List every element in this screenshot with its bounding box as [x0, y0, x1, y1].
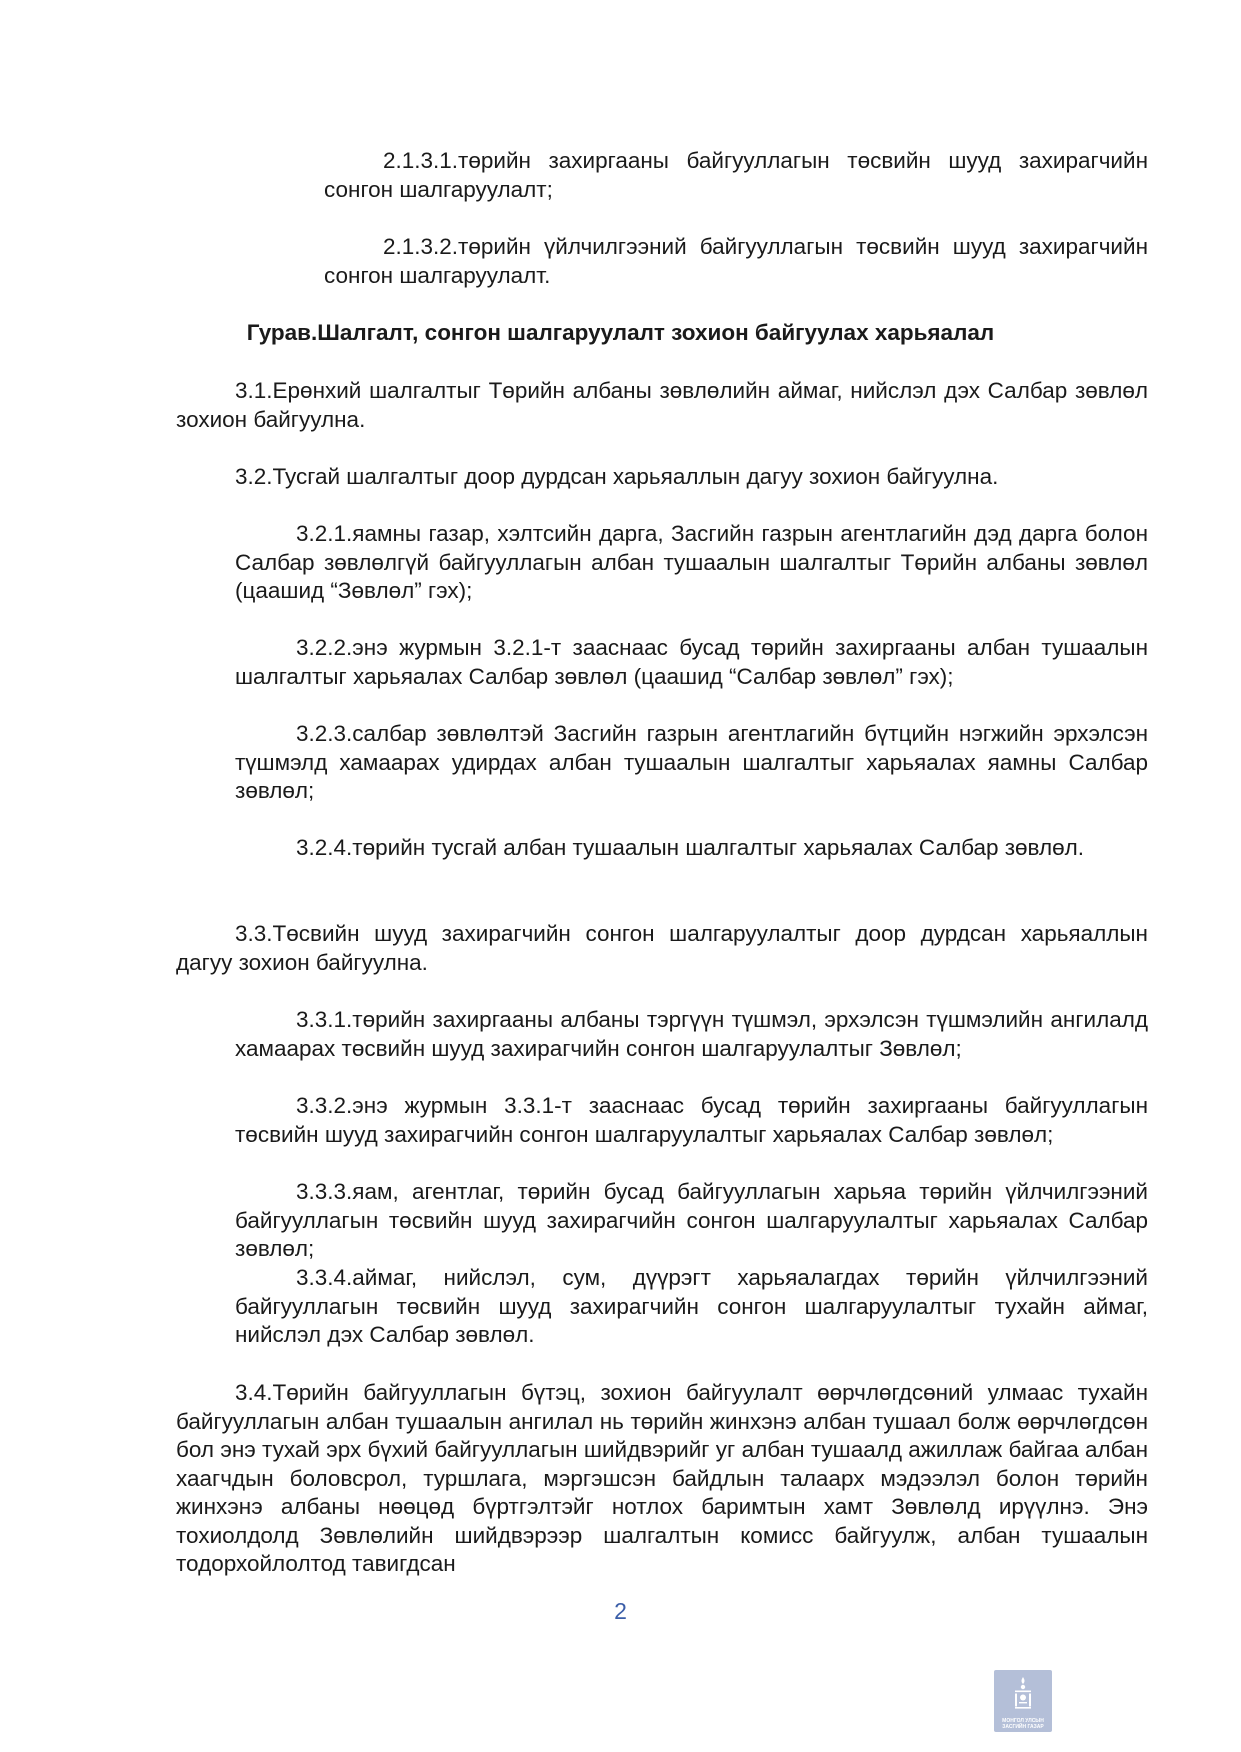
- page-number: 2: [614, 1598, 627, 1624]
- paragraph-3-2-4: 3.2.4.төрийн тусгай албан тушаалын шалгалтыг харьяалах Салбар зөвлөл.: [296, 835, 1085, 860]
- paragraph-3-2-3: 3.2.3.салбар зөвлөлтэй Засгийн газрын агентлагийн бүтцийн нэгжийн эрхэлсэн түшмэлд хамаарах удирдах албан тушаалын шалгалтыг харьяалах яамны Салбар зөвлөл;: [235, 721, 1148, 803]
- government-logo: [994, 1670, 1052, 1732]
- paragraph-3-3-1: 3.3.1.төрийн захиргааны албаны тэргүүн түшмэл, эрхэлсэн түшмэлийн ангилалд хамаарах төсвийн шууд захирагчийн сонгон шалгаруулалтыг Зөвлөл;: [235, 1007, 1148, 1061]
- paragraph-3-3: 3.3.Төсвийн шууд захирагчийн сонгон шалгаруулалтыг доор дурдсан харьяаллын дагуу зохион байгуулна.: [176, 921, 1148, 975]
- logo-text-line1: МОНГОЛ УЛСЫН: [1002, 1718, 1044, 1724]
- paragraph-2-1-3-1: 2.1.3.1.төрийн захиргааны байгууллагын төсвийн шууд захирагчийн сонгон шалгаруулалт;: [324, 148, 1148, 202]
- paragraph-3-3-3: 3.3.3.яам, агентлаг, төрийн бусад байгууллагын харьяа төрийн үйлчилгээний байгууллагын төсвийн шууд захирагчийн сонгон шалгаруулалтыг харьяалах Салбар зөвлөл;: [235, 1179, 1148, 1261]
- soyombo-emblem-icon: [1011, 1676, 1035, 1710]
- paragraph-3-3-4: 3.3.4.аймаг, нийслэл, сум, дүүрэгт харьяалагдах төрийн үйлчилгээний байгууллагын төсвийн шууд захирагчийн сонгон шалгаруулалтыг тухайн аймаг, нийслэл дэх Салбар зөвлөл.: [235, 1265, 1148, 1347]
- logo-text-line2: ЗАСГИЙН ГАЗАР: [1002, 1724, 1044, 1730]
- paragraph-3-2-2: 3.2.2.энэ журмын 3.2.1-т зааснаас бусад төрийн захиргааны албан тушаалын шалгалтыг харьяалах Салбар зөвлөл (цаашид “Салбар зөвлөл” гэх);: [235, 635, 1148, 689]
- section-heading: Гурав.Шалгалт, сонгон шалгаруулалт зохион байгуулах харьяалал: [246, 320, 995, 345]
- paragraph-3-2: 3.2.Тусгай шалгалтыг доор дурдсан харьяаллын дагуу зохион байгуулна.: [235, 464, 999, 489]
- paragraph-3-4: 3.4.Төрийн байгууллагын бүтэц, зохион байгуулалт өөрчлөгдсөний улмаас тухайн байгууллагын албан тушаалын ангилал нь төрийн жинхэнэ албан тушаал болж өөрчлөгдсөн бол энэ тухай эрх бүхий байгууллагын шийдвэрийг уг албан тушаалд ажиллаж байгаа албан хаагчдын боловсрол, туршлага, мэргэшсэн байдлын талаарх мэдээлэл болон төрийн жинхэнэ албаны нөөцөд бүртгэлтэйг нотлох баримтын хамт Зөвлөлд ирүүлнэ. Энэ тохиолдолд Зөвлөлийн шийдвэрээр шалгалтын комисс байгуулж, албан тушаалын тодорхойлолтод тавигдсан: [176, 1380, 1148, 1576]
- paragraph-3-1: 3.1.Ерөнхий шалгалтыг Төрийн албаны зөвлөлийн аймаг, нийслэл дэх Салбар зөвлөл зохион байгуулна.: [176, 378, 1148, 432]
- paragraph-3-2-1: 3.2.1.яамны газар, хэлтсийн дарга, Засгийн газрын агентлагийн дэд дарга болон Салбар зөвлөлгүй байгууллагын албан тушаалын шалгалтыг Төрийн албаны зөвлөл (цаашид “Зөвлөл” гэх);: [235, 521, 1148, 603]
- paragraph-3-3-2: 3.3.2.энэ журмын 3.3.1-т зааснаас бусад төрийн захиргааны байгууллагын төсвийн шууд захирагчийн сонгон шалгаруулалтыг харьяалах Салбар зөвлөл;: [235, 1093, 1148, 1147]
- paragraph-2-1-3-2: 2.1.3.2.төрийн үйлчилгээний байгууллагын төсвийн шууд захирагчийн сонгон шалгаруулалт.: [324, 234, 1148, 288]
